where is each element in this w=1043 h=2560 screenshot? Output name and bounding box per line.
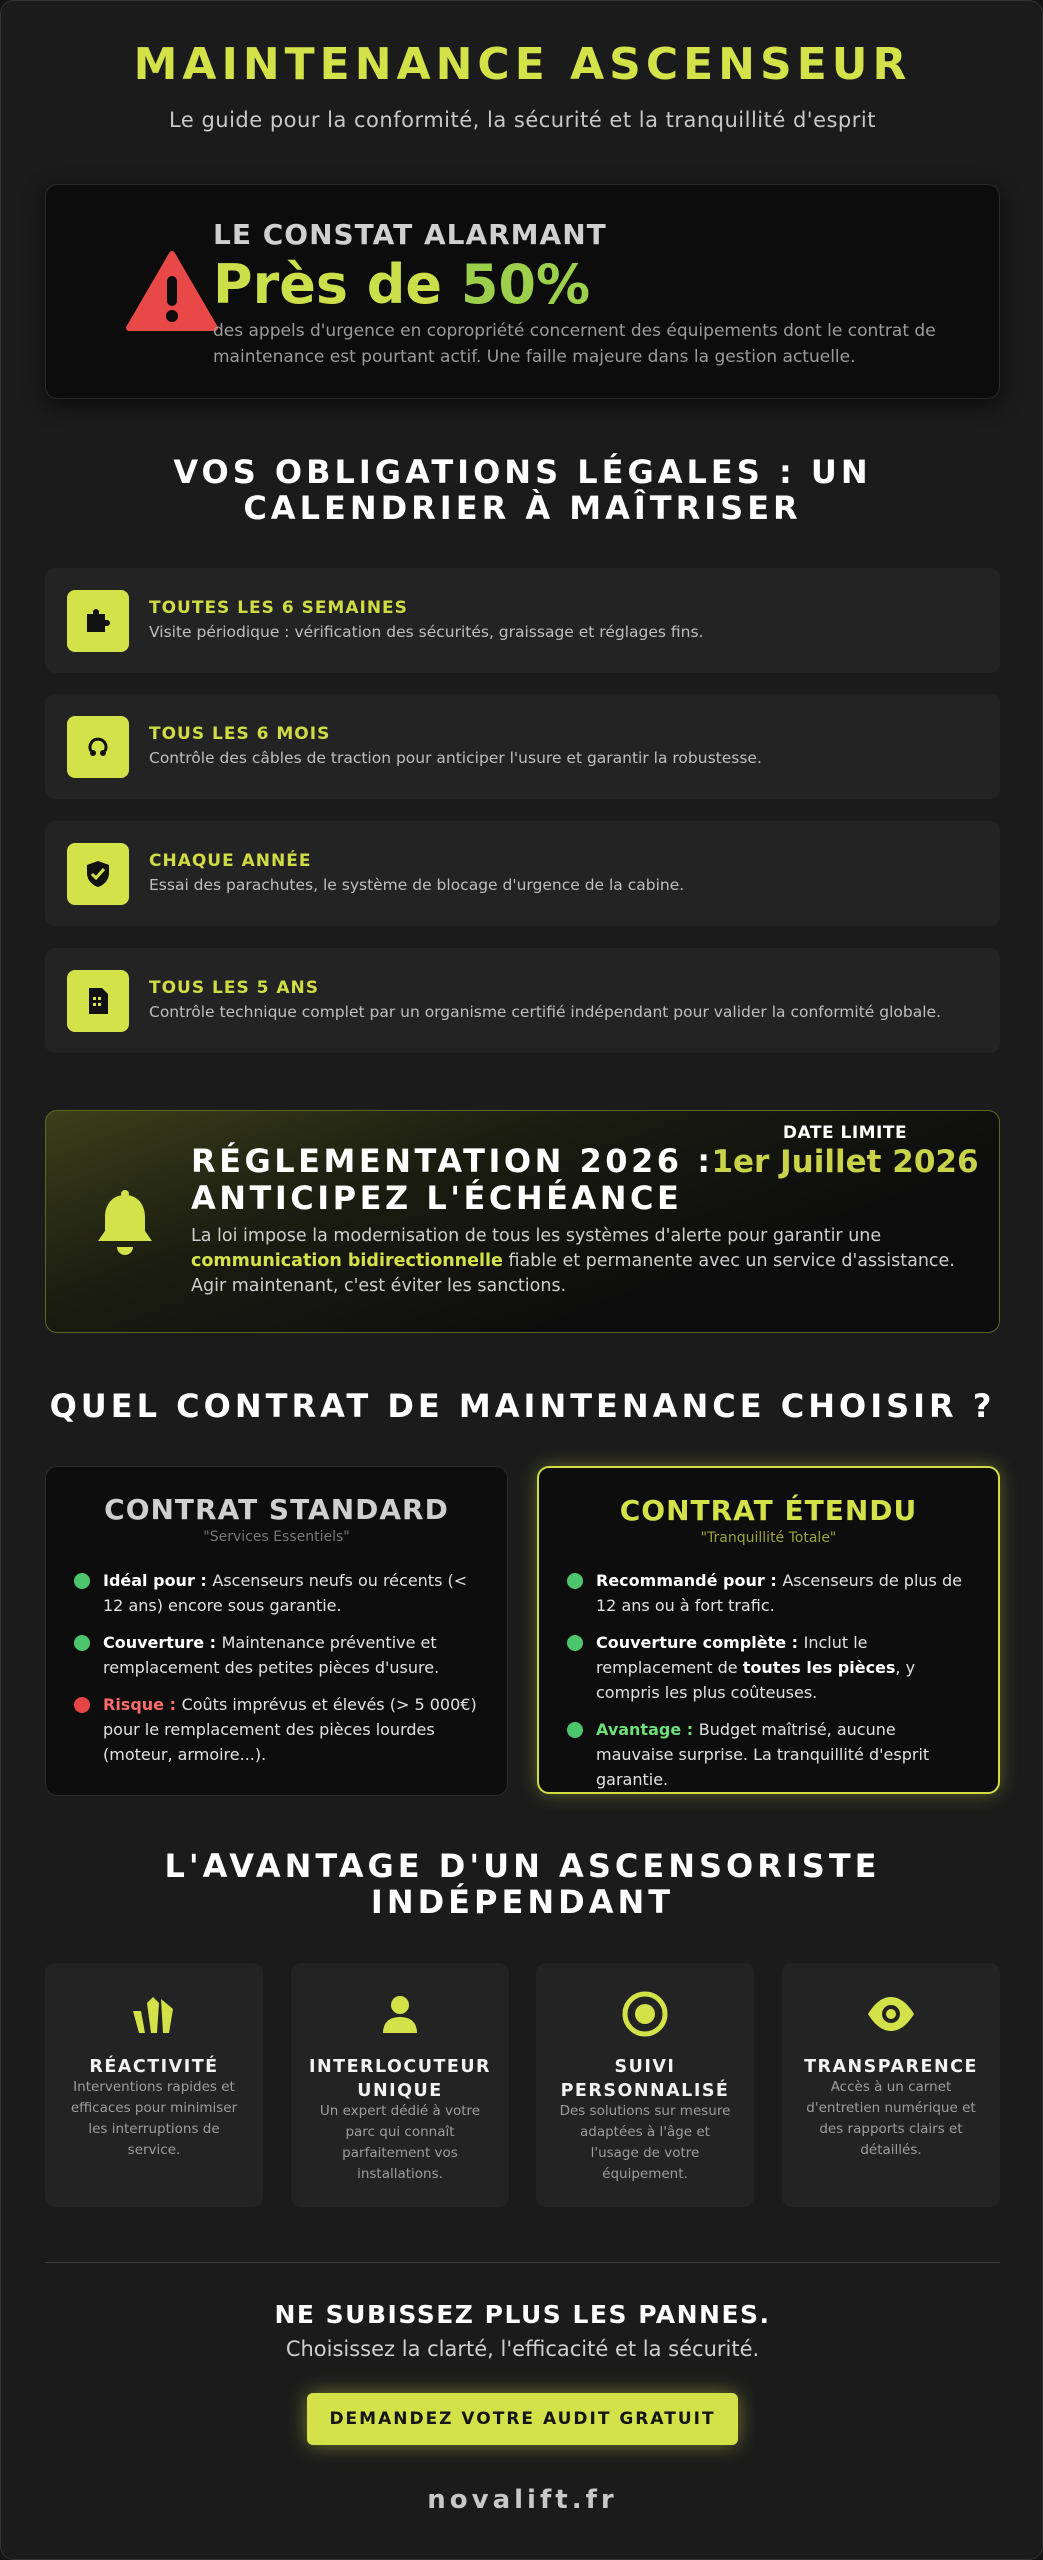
check-icon [567, 1722, 583, 1738]
footer-site[interactable]: novalift.fr [427, 2485, 618, 2515]
obligation-item [45, 694, 1000, 799]
advantage-card [782, 1963, 1000, 2207]
contract-subtitle: "Tranquillité Totale" [700, 1530, 837, 1546]
warning-icon [126, 250, 218, 332]
speed-icon [129, 1989, 179, 2039]
header [1, 39, 1043, 132]
obligation-title: TOUTES LES 6 SEMAINES [149, 598, 408, 618]
advantage-card [45, 1963, 263, 2207]
advantage-card [536, 1963, 754, 2207]
cta-title: NE SUBISSEZ PLUS LES PANNES. [274, 2300, 771, 2329]
check-icon [567, 1573, 583, 1589]
stat-label: LE CONSTAT ALARMANT [213, 218, 607, 251]
check-icon [567, 1635, 583, 1651]
cta-subtitle: Choisissez la clarté, l'efficacité et la sécurité. [285, 2337, 760, 2361]
obligation-item [45, 568, 1000, 673]
obligation-desc: Essai des parachutes, le système de blocage d'urgence de la cabine. [149, 876, 685, 894]
advantage-card [291, 1963, 509, 2207]
contracts-title: QUEL CONTRAT DE MAINTENANCE CHOISIR ? [49, 1387, 996, 1425]
obligation-desc: Visite périodique : vérification des sécurités, graissage et réglages fins. [149, 623, 704, 641]
advantage-desc: Des solutions sur mesure adaptées à l'âge et l'usage de votre équipement. [559, 2103, 731, 2182]
eye-icon [866, 1989, 916, 2039]
list-item: Risque : Coûts imprévus et élevés (> 5 000€) pour le remplacement des pièces lourdes (moteur, armoire...). [74, 1692, 479, 1767]
check-icon [74, 1635, 90, 1651]
deadline-date: 1er Juillet 2026 [711, 1144, 979, 1180]
alert-icon [74, 1697, 90, 1713]
list-item: Recommandé pour : Ascenseurs de plus de 12 ans ou à fort trafic. [567, 1568, 972, 1618]
obligation-desc: Contrôle des câbles de traction pour anticiper l'usure et garantir la robustesse. [149, 749, 762, 767]
document-icon [67, 970, 129, 1032]
bell-icon [92, 1189, 158, 1259]
deadline-label: DATE LIMITE [782, 1123, 908, 1143]
deadline [705, 1123, 985, 1180]
stat-description: des appels d'urgence en copropriété concernent des équipements dont le contrat de maintenance est pourtant actif. Une faille majeure dans la gestion actuelle. [213, 321, 936, 367]
obligation-title: CHAQUE ANNÉE [149, 851, 312, 871]
list-item: Couverture complète : Inclut le remplacement de toutes les pièces, y compris les plus coûteuses. [567, 1630, 972, 1705]
obligation-item [45, 948, 1000, 1053]
list-item: Idéal pour : Ascenseurs neufs ou récents (< 12 ans) encore sous garantie. [74, 1568, 479, 1618]
list-item: Couverture : Maintenance préventive et remplacement des petites pièces d'usure. [74, 1630, 479, 1680]
list-item: Avantage : Budget maîtrisé, aucune mauvaise surprise. La tranquillité d'esprit garantie. [567, 1717, 972, 1792]
advantages-title: L'AVANTAGE D'UN ASCENSORISTE INDÉPENDANT [164, 1847, 881, 1921]
advantage-title: INTERLOCUTEUR UNIQUE [308, 2057, 492, 2101]
regulation-title: RÉGLEMENTATION 2026 : ANTICIPEZ L'ÉCHÉANCE [191, 1142, 714, 1217]
regulation-card [45, 1110, 1000, 1333]
shield-check-icon [67, 843, 129, 905]
advantage-title: TRANSPARENCE [804, 2057, 978, 2077]
standard-contract-card [45, 1466, 508, 1796]
target-icon [620, 1989, 670, 2039]
obligation-title: TOUS LES 5 ANS [149, 978, 319, 998]
person-icon [375, 1989, 425, 2039]
advantage-desc: Un expert dédié à votre parc qui connaît parfaitement vos installations. [319, 2103, 481, 2182]
obligations-title: VOS OBLIGATIONS LÉGALES : UN CALENDRIER À MAÎTRISER [173, 453, 872, 527]
page-subtitle: Le guide pour la conformité, la sécurité et la tranquillité d'esprit [169, 108, 876, 132]
stat-value: Près de 50% [213, 253, 591, 316]
obligation-item [45, 821, 1000, 926]
contract-title: CONTRAT STANDARD [104, 1493, 449, 1526]
advantage-title: SUIVI PERSONNALISÉ [560, 2057, 730, 2101]
alarming-stat-card [45, 184, 1000, 399]
advantage-title: RÉACTIVITÉ [89, 2057, 219, 2077]
obligation-title: TOUS LES 6 MOIS [149, 724, 331, 744]
obligation-desc: Contrôle technique complet par un organisme certifié indépendant pour valider la conformité globale. [149, 1003, 941, 1021]
puzzle-icon [67, 590, 129, 652]
divider [45, 2262, 1000, 2263]
page-title: MAINTENANCE ASCENSEUR [133, 39, 912, 90]
extended-contract-card [537, 1466, 1000, 1794]
request-audit-button[interactable]: DEMANDEZ VOTRE AUDIT GRATUIT [307, 2393, 738, 2445]
contract-subtitle: "Services Essentiels" [203, 1529, 350, 1545]
advantage-desc: Interventions rapides et efficaces pour minimiser les interruptions de service. [70, 2079, 238, 2158]
regulation-desc: La loi impose la modernisation de tous les systèmes d'alerte pour garantir une communication bidirectionnelle fiable et permanente avec un service d'assistance. Agir maintenant, c'est éviter les sanctions. [191, 1226, 955, 1296]
cable-icon [67, 716, 129, 778]
check-icon [74, 1573, 90, 1589]
contract-title: CONTRAT ÉTENDU [619, 1494, 918, 1527]
advantage-desc: Accès à un carnet d'entretien numérique et des rapports clairs et détaillés. [806, 2079, 976, 2158]
